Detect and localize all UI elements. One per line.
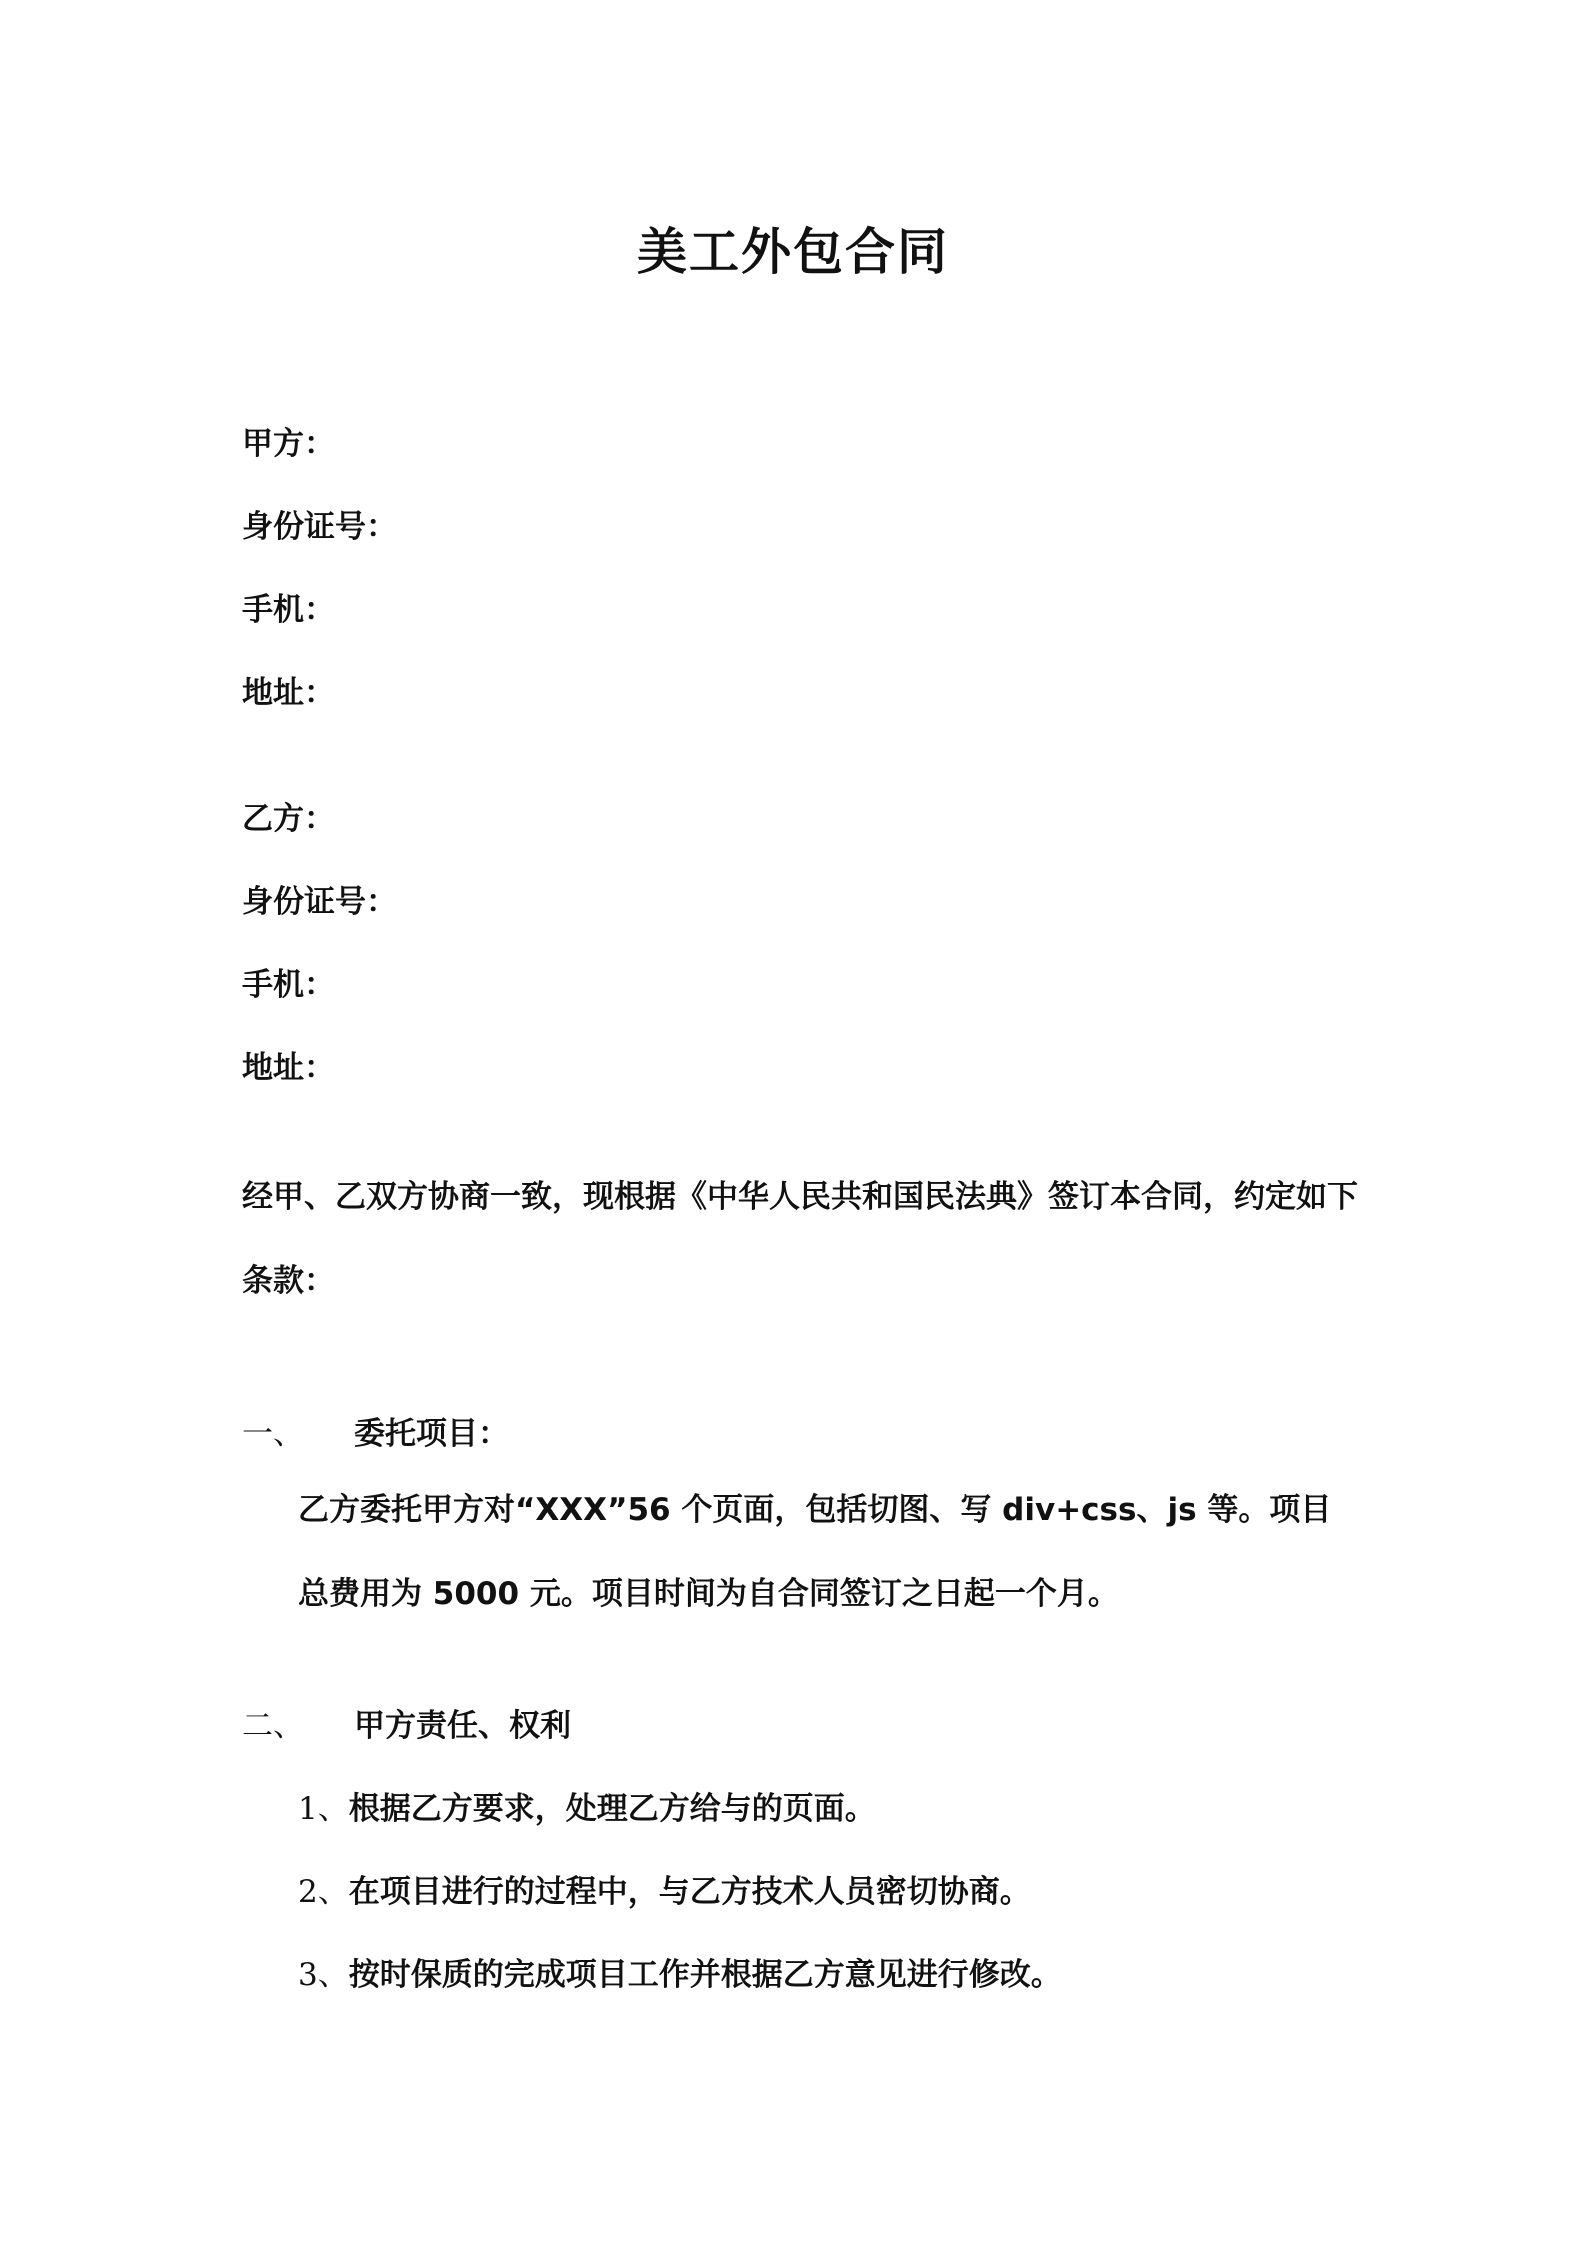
party-b-name-label: 乙方： bbox=[242, 801, 335, 837]
party-b-phone-label: 手机： bbox=[242, 967, 335, 1003]
section-1-heading bbox=[242, 1408, 509, 1453]
section-2-item bbox=[298, 1949, 1062, 1994]
party-a-address-label: 地址： bbox=[242, 675, 335, 711]
section-2-item bbox=[298, 1866, 1031, 1911]
section-2-item-number: 1、 bbox=[298, 1791, 349, 1827]
section-2-heading bbox=[242, 1700, 571, 1745]
section-2-item-text: 根据乙方要求，处理乙方给与的页面。 bbox=[348, 1791, 876, 1827]
party-a-phone-label: 手机： bbox=[242, 592, 335, 628]
section-2-item-text: 按时保质的完成项目工作并根据乙方意见进行修改。 bbox=[348, 1957, 1062, 1993]
section-2-item-text: 在项目进行的过程中，与乙方技术人员密切协商。 bbox=[348, 1874, 1031, 1910]
section-2-item-number: 3、 bbox=[298, 1957, 349, 1993]
section-1-title: 委托项目： bbox=[354, 1416, 509, 1452]
section-1-body: 乙方委托甲方对“XXX”56 个页面，包括切图、写 div+css、js 等。项目总费用为 5000 元。项目时间为自合同签订之日起一个月。 bbox=[298, 1492, 1332, 1612]
document-title: 美工外包合同 bbox=[637, 223, 949, 281]
section-2-item bbox=[298, 1783, 876, 1828]
section-2-item-number: 2、 bbox=[298, 1874, 349, 1910]
section-1-number: 一、 bbox=[242, 1416, 304, 1452]
section-2-number: 二、 bbox=[242, 1708, 304, 1744]
party-a-name-label: 甲方： bbox=[242, 426, 335, 462]
section-2-title: 甲方责任、权利 bbox=[354, 1708, 571, 1744]
party-b-id-label: 身份证号： bbox=[242, 884, 397, 920]
party-b-address-label: 地址： bbox=[242, 1050, 335, 1086]
party-a-id-label: 身份证号： bbox=[242, 509, 397, 545]
preamble-paragraph: 经甲、乙双方协商一致，现根据《中华人民共和国民法典》签订本合同，约定如下条款： bbox=[242, 1179, 1358, 1299]
